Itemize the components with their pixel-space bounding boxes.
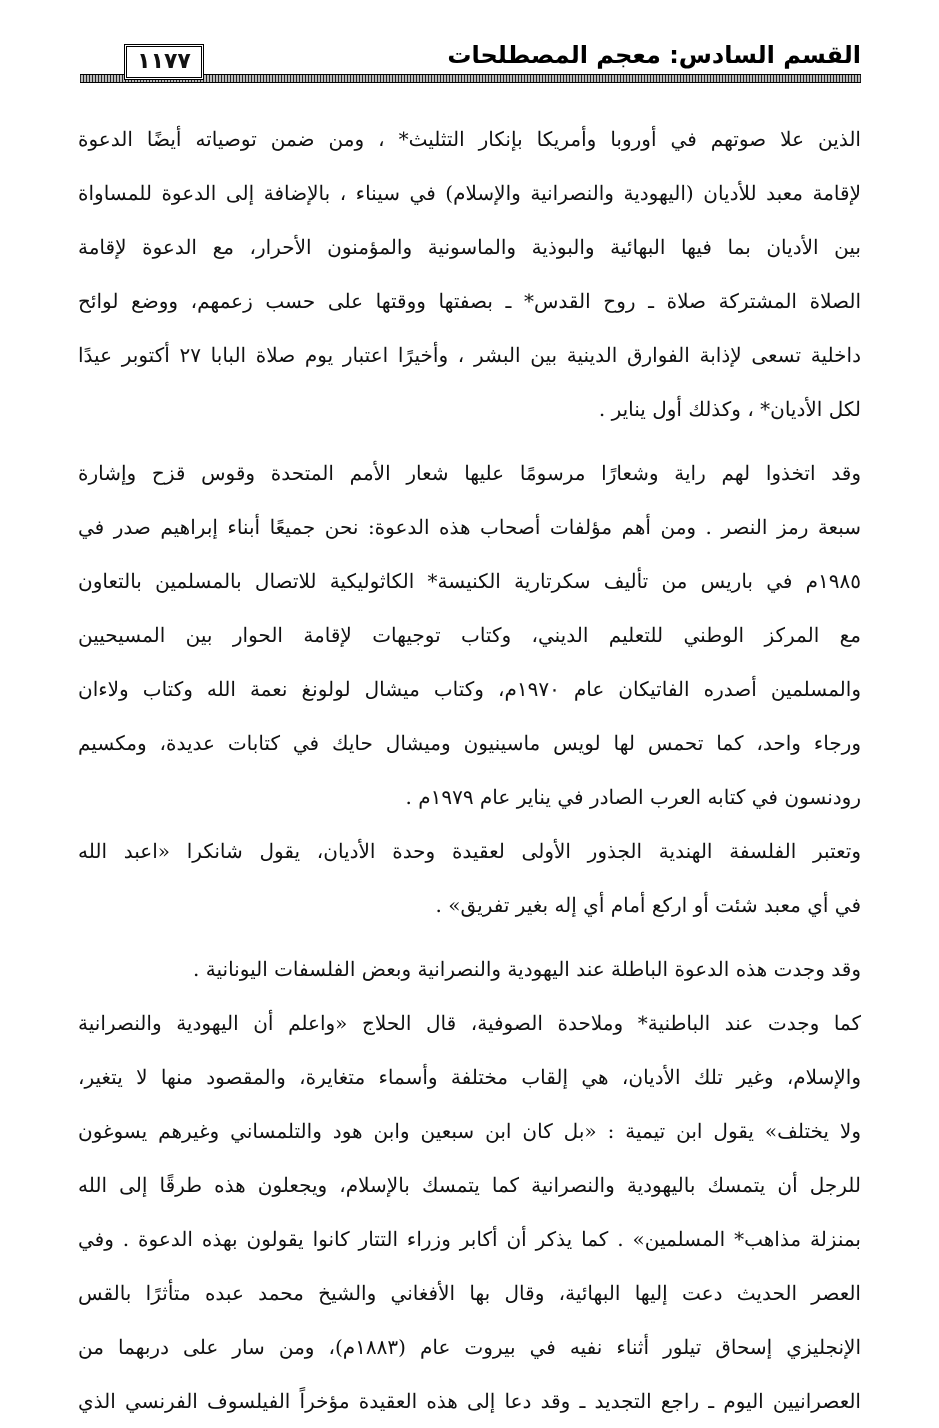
text-line: كما وجدت عند الباطنية* وملاحدة الصوفية، قال الحلاج «واعلم أن اليهودية والنصرانية — [78, 1011, 861, 1035]
paragraph-gap — [78, 932, 861, 942]
running-title: القسم السادس: معجم المصطلحات — [447, 41, 861, 69]
text-line: ١٩٨٥م في باريس من تأليف سكرتارية الكنيسة* الكاثوليكية للاتصال بالمسلمين بالتعاون — [78, 569, 861, 593]
text-line: مع المركز الوطني للتعليم الديني، وكتاب توجيهات لإقامة الحوار بين المسيحيين — [78, 623, 861, 647]
text-line: الصلاة المشتركة صلاة ـ روح القدس* ـ بصفتها ووقتها على حسب زعمهم، ووضع لوائح — [78, 289, 861, 313]
text-line: الإنجليزي إسحاق تيلور أثناء نفيه في بيروت عام (١٨٨٣م)، ومن سار على دربهما من — [78, 1335, 861, 1359]
text-line: لكل الأديان* ، وكذلك أول يناير . — [598, 397, 861, 421]
text-line: العصر الحديث دعت إليها البهائية، وقال بها الأفغاني والشيخ محمد عبده متأثرًا بالقس — [78, 1281, 861, 1305]
text-line: داخلية تسعى لإذابة الفوارق الدينية بين البشر ، وأخيرًا اعتبار يوم صلاة البابا ٢٧ أكتوبر عيدًا — [78, 343, 861, 367]
page-number: ١١٧٧ — [124, 44, 204, 80]
text-line: وقد وجدت هذه الدعوة الباطلة عند اليهودية والنصرانية وبعض الفلسفات اليونانية . — [193, 957, 861, 981]
text-line: وقد اتخذوا لهم راية وشعارًا مرسومًا عليها شعار الأمم المتحدة وقوس قزح وإشارة — [78, 461, 861, 485]
page-header — [80, 34, 861, 84]
text-line: ولا يختلف» يقول ابن تيمية : «بل كان ابن سبعين وابن هود والتلمساني وغيرهم يسوغون — [78, 1119, 861, 1143]
text-line: بمنزلة مذاهب* المسلمين» . كما يذكر أن أكابر وزراء التتار كانوا يقولون بهذه الدعوة . وفي — [78, 1227, 861, 1251]
text-line: العصرانيين اليوم ـ راجع التجديد ـ وقد دعا إلى هذه العقيدة مؤخراً الفيلسوف الفرنسي الذي — [78, 1389, 861, 1413]
text-line: رودنسون في كتابه العرب الصادر في يناير عام ١٩٧٩م . — [405, 785, 861, 809]
paragraph-gap — [78, 436, 861, 446]
text-line: والمسلمين أصدره الفاتيكان عام ١٩٧٠م، وكتاب ميشال لولونغ نعمة الله وكتاب ولاءان — [78, 677, 861, 701]
text-line: وتعتبر الفلسفة الهندية الجذور الأولى لعقيدة وحدة الأديان، يقول شانكرا «اعبد الله — [78, 839, 861, 863]
body-text — [78, 112, 861, 1428]
text-line: بين الأديان بما فيها البهائية والبوذية والماسونية والمؤمنون الأحرار، مع الدعوة لإقامة — [78, 235, 861, 259]
text-line: لإقامة معبد للأديان (اليهودية والنصرانية والإسلام) في سيناء ، بالإضافة إلى الدعوة للمساواة — [78, 181, 861, 205]
text-line: والإسلام، وغير تلك الأديان، هي إلقاب مختلفة وأسماء متغايرة، والمقصود منها لا يتغير، — [78, 1065, 861, 1089]
text-line: في أي معبد شئت أو اركع أمام أي إله بغير تفريق» . — [435, 893, 861, 917]
text-line: سبعة رمز النصر . ومن أهم مؤلفات أصحاب هذه الدعوة: نحن جميعًا أبناء إبراهيم صدر في — [78, 515, 861, 539]
text-line: الذين علا صوتهم في أوروبا وأمريكا بإنكار التثليث* ، ومن ضمن توصياته أيضًا الدعوة — [78, 127, 861, 151]
text-line: ورجاء واحد، كما تحمس لها لويس ماسينيون وميشال حايك في كتابات عديدة، ومكسيم — [78, 731, 861, 755]
text-line: للرجل أن يتمسك باليهودية والنصرانية كما يتمسك بالإسلام، ويجعلون هذه طرقًا إلى الله — [78, 1173, 861, 1197]
